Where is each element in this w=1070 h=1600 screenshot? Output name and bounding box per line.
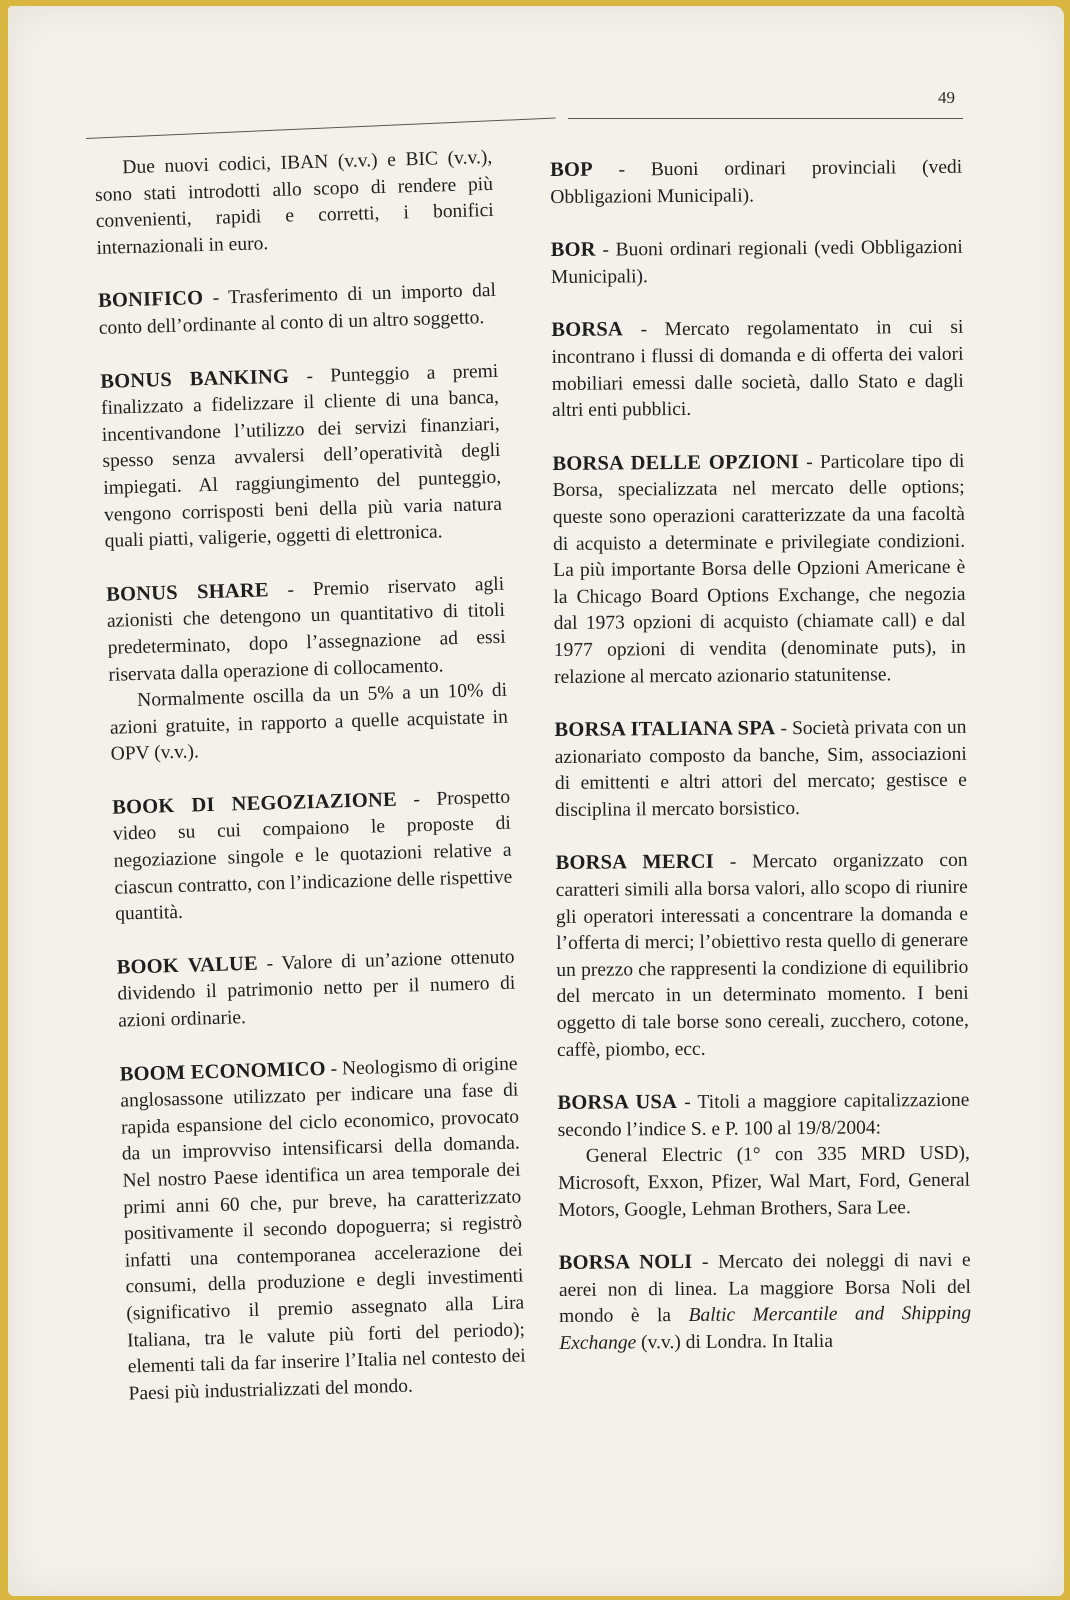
entry-definition: - Mercato regolamentato in cui si incontrano i flussi di domanda e di offerta dei valori mobiliari emessi dalle società, dallo Stato e dagli altri enti pubblici. [551, 317, 964, 422]
entry-borsa-merci [555, 847, 969, 1064]
entry-definition: - Mercato dei noleggi di navi e aerei non di linea. La maggiore Borsa Noli del mondo è la [558, 1249, 971, 1328]
entry-bonifico [98, 277, 497, 342]
entry-term: BORSA USA [557, 1091, 678, 1115]
entry-term: BONUS BANKING [99, 365, 290, 393]
header-rule [568, 118, 963, 119]
entry-bor [551, 234, 963, 291]
entry-definition: - Mercato organizzato con caratteri simili alla borsa valori, allo scopo di riunire gli operatori interessati a concentrare la domanda e l’offerta di merci; l’obiettivo resta quello di generare un prezzo che rappresenti la condizione di equilibrio del mercato in un determinato momento. I beni oggetto di tale borse sono cereali, zucchero, cotone, caffè, piombo, ecc. [555, 850, 969, 1061]
entry-book-value [116, 943, 516, 1035]
entry-definition-tail: (v.v.) di Londra. In Italia [636, 1330, 834, 1354]
entry-extra: Normalmente oscilla da un 5% a un 10% di azioni gratuite, in rapporto a quelle acquistate in OPV (v.v.). [109, 679, 509, 766]
entry-definition: - Buoni ordinari regionali (vedi Obbligazioni Municipali). [550, 236, 963, 288]
entry-term: BORSA DELLE OPZIONI [552, 450, 800, 475]
entry-term: BORSA ITALIANA SPA [554, 717, 776, 742]
entry-boom-economico [119, 1050, 527, 1408]
entry-italic-name: Baltic Mercantile and Shipping Exchange [559, 1303, 972, 1354]
entry-borsa [551, 314, 964, 425]
entry-definition: - Punteggio a premi finalizzato a fidelizzare il cliente di una banca, incentivandone l’utilizzo dei servizi finanziari, spesso senza avvalersi dell’operatività degli impiegati. Al raggiungimento del punteggio, vengono corrisposti beni della più varia natura quali piatti, valigerie, oggetti di elettronica. [100, 360, 503, 552]
page-number: 49 [938, 88, 955, 107]
left-column [94, 145, 528, 1434]
entry-borsa-noli [559, 1247, 972, 1358]
right-column [550, 154, 972, 1384]
entry-term: BORSA MERCI [555, 851, 715, 875]
entry-definition: - Premio riservato agli azionisti che detengono un quantitativo di titoli predeterminato, dopo l’assegnazione ad essi riservata dalla operazione di collocamento. [106, 573, 506, 686]
entry-definition: - Titoli a maggiore capitalizzazione secondo l’indice S. e P. 100 al 19/8/2004: [557, 1089, 970, 1141]
entry-definition: - Buoni ordinari provinciali (vedi Obbligazioni Municipali). [550, 156, 963, 208]
entry-term: BORSA [551, 318, 624, 342]
header-rule-left [86, 117, 556, 139]
entry-term: BONIFICO [97, 287, 204, 313]
entry-definition: - Trasferimento di un importo dal conto dell’ordinante al conto di un altro soggetto. [98, 280, 497, 339]
entry-definition: - Neologismo di origine anglosassone utilizzato per indicare una fase di rapida espansione del ciclo economico, provocato da un improvviso intensificarsi della domanda. Nel nostro Paese identifica un area temporale dei primi anni 60 che, pur breve, ha caratterizzato positivamente il secondo dopoguerra; si registrò infatti una contemporanea accelerazione dei consumi, della produzione e degli investimenti (significativo il premio assegnato alla Lira Italiana, tra le valute più forti del periodo); elementi tali da far inserire l’Italia nel contesto dei Paesi più industrializzati del mondo. [120, 1053, 526, 1405]
entry-borsa-italiana-spa [554, 714, 967, 825]
entry-term: BOOK DI NEGOZIAZIONE [111, 788, 398, 819]
entry-book-di-negoziazione [112, 784, 514, 929]
entry-borsa-usa [557, 1087, 970, 1224]
intro-text: Due nuovi codici, IBAN (v.v.) e BIC (v.v.), sono stati introdotti allo scopo di rendere più convenienti, rapidi e corretti, i bonifici internazionali in euro. [94, 146, 494, 259]
entry-bonus-share [106, 570, 509, 768]
entry-extra: General Electric (1° con 335 MRD USD), Microsoft, Exxon, Pfizer, Wal Mart, Ford, General Motors, Google, Lehman Brothers, Sara Lee. [557, 1143, 971, 1221]
entry-definition: - Società privata con un azionariato composto da banche, Sim, associazioni di emittenti e altri attori del mercato; gestisce e disciplina il mercato borsistico. [554, 716, 967, 821]
entry-definition: - Prospetto video su cui compaiono le proposte di negoziazione singole e le quotazioni relative a ciascun contratto, con l’indicazione delle rispettive quantità. [112, 786, 513, 925]
entry-term: BOP [550, 158, 593, 181]
entry-term: BOR [550, 238, 596, 262]
intro-paragraph [94, 145, 495, 262]
entry-term: BONUS SHARE [105, 579, 270, 606]
entry-term: BORSA NOLI [558, 1251, 693, 1275]
entry-definition: - Valore di un’azione ottenuto dividendo il patrimonio netto per il numero di azioni ordinarie. [117, 946, 516, 1032]
entry-bop [550, 154, 962, 211]
entry-definition: - Particolare tipo di Borsa, specializzata nel mercato delle options; queste sono operazioni caratterizzate da una facoltà di acquisto a determinate e privilegiate condizioni. La più importante Borsa delle Opzioni Americane è la Chicago Board Options Exchange, che negozia dal 1973 opzioni di acquisto (chiamate call) e dal 1977 opzioni di vendita (denominate puts), in relazione al mercato azionario statunitense. [552, 450, 966, 688]
book-page [8, 6, 1064, 1596]
entry-bonus-banking [100, 357, 503, 555]
entry-borsa-delle-opzioni [552, 448, 966, 692]
entry-term: BOOK VALUE [116, 952, 259, 979]
entry-term: BOOM ECONOMICO [119, 1057, 327, 1086]
